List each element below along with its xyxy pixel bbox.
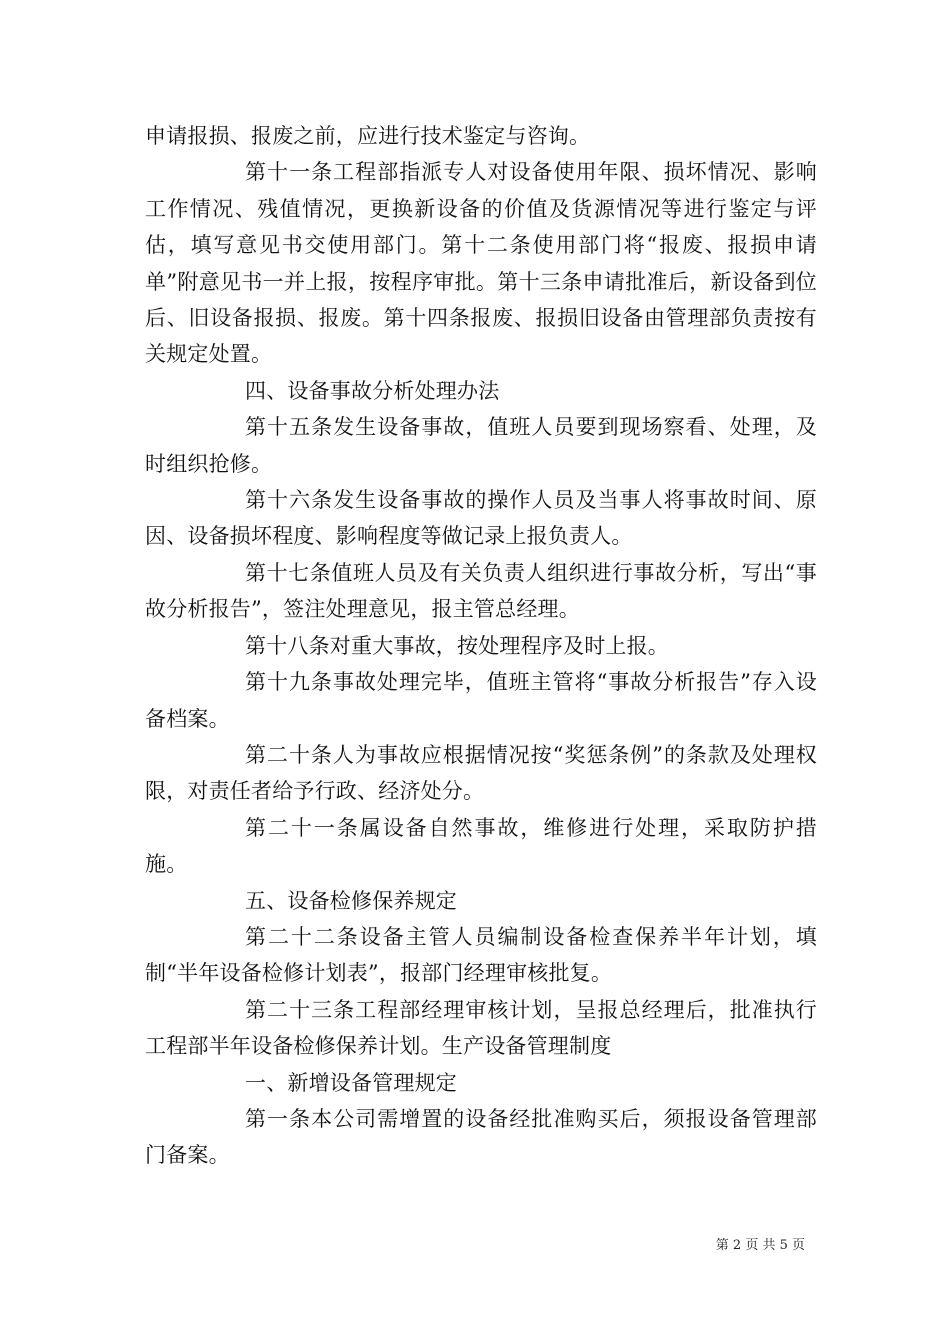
paragraph-article-21: 第二十一条属设备自然事故，维修进行处理，采取防护措施。 [145,815,817,877]
paragraph-article-22: 第二十二条设备主管人员编制设备检查保养半年计划，填制“半年设备检修计划表”，报部门经理审核批复。 [145,924,817,986]
section-heading-5: 五、设备检修保养规定 [245,888,457,913]
paragraph-article-18: 第十八条对重大事故，按处理程序及时上报。 [245,633,669,658]
paragraph-article-1: 第一条本公司需增置的设备经批准购买后，须报设备管理部门备案。 [145,1106,817,1168]
document-body [145,118,817,1174]
paragraph-article-16: 第十六条发生设备事故的操作人员及当事人将事故时间、原因、设备损坏程度、影响程度等做记录上报负责人。 [145,488,817,549]
section-heading-1: 一、新增设备管理规定 [245,1070,457,1095]
paragraph-article-15: 第十五条发生设备事故，值班人员要到现场察看、处理，及时组织抢修。 [145,415,817,476]
paragraph-article-19: 第十九条事故处理完毕，值班主管将“事故分析报告”存入设备档案。 [145,670,817,731]
paragraph-article-20: 第二十条人为事故应根据情况按“奖惩条例”的条款及处理权限，对责任者给予行政、经济处分。 [145,742,817,804]
paragraph-article-23: 第二十三条工程部经理审核计划，呈报总经理后，批准执行工程部半年设备检修保养计划。生产设备管理制度 [145,997,817,1059]
section-heading-4: 四、设备事故分析处理办法 [245,378,500,403]
paragraph-2: 第十一条工程部指派专人对设备使用年限、损坏情况、影响工作情况、残值情况，更换新设备的价值及货源情况等进行鉴定与评估，填写意见书交使用部门。第十二条使用部门将“报废、报损申请单”附意见书一并上报，按程序审批。第十三条申请批准后，新设备到位后、旧设备报损、报废。第十四条报废、报损旧设备由管理部负责按有关规定处置。 [145,160,817,367]
page-number-footer: 第 2 页 共 5 页 [715,1238,805,1253]
paragraph-article-17: 第十七条值班人员及有关负责人组织进行事故分析，写出“事故分析报告”，签注处理意见，报主管总经理。 [145,560,817,622]
paragraph-1: 申请报损、报废之前，应进行技术鉴定与咨询。 [145,124,591,148]
